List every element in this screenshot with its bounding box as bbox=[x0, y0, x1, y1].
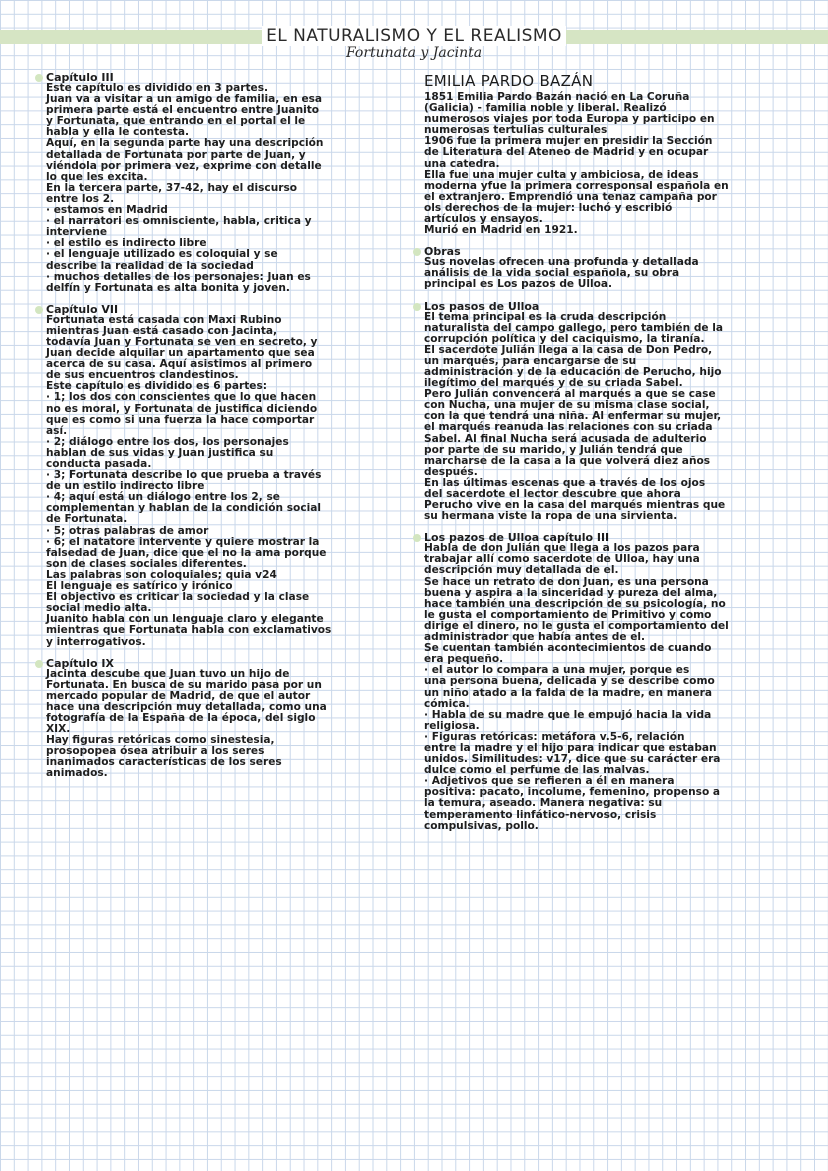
text-line: viéndola por primera vez, exprime con detalle bbox=[46, 159, 322, 172]
topic-3-heading: Los pazos de Ulloa capítulo III bbox=[424, 532, 802, 543]
chapter-2-section bbox=[46, 304, 398, 648]
text-line: ilegítimo del marqués y de su criada Sabel. bbox=[424, 377, 683, 390]
text-line: Este capítulo es dividido en 3 partes. bbox=[46, 82, 269, 94]
text-line: entre los 2. bbox=[46, 192, 115, 205]
text-line: · 1; los dos con conscientes que lo que hacen bbox=[46, 391, 317, 404]
right-sections bbox=[424, 246, 802, 832]
text-line: social medio alta. bbox=[46, 602, 152, 615]
text-line: corrupción política y del caciquismo, la tiranía. bbox=[424, 332, 705, 345]
text-line: con Nucha, una mujer de su misma clase social, bbox=[424, 399, 710, 412]
text-line: hace también una descripción de su psicología, no bbox=[424, 597, 726, 610]
text-line: Las palabras son coloquiales; quia v24 bbox=[46, 568, 277, 581]
text-line: mientras que Fortunata habla con exclamativos bbox=[46, 624, 332, 637]
text-line: por parte de su marido, y Julián tendrá que bbox=[424, 443, 683, 456]
text-line: · el narratori es omnisciente, habla, critica y bbox=[46, 215, 312, 228]
text-line: Fortunata. En busca de su marido pasa por un bbox=[46, 678, 322, 691]
text-line: · Figuras retóricas: metáfora v.5-6, relación bbox=[424, 730, 685, 743]
text-line: positiva: pacato, incolume, femenino, propenso a bbox=[424, 786, 721, 799]
topic-1-heading: Obras bbox=[424, 246, 802, 257]
text-line: Aquí, en la segunda parte hay una descripción bbox=[46, 137, 324, 150]
text-line: un marqués, para encargarse de su bbox=[424, 354, 637, 367]
text-line: conducta pasada. bbox=[46, 458, 152, 470]
text-line: En la tercera parte, 37-42, hay el discurso bbox=[46, 181, 298, 194]
text-line: cómica. bbox=[424, 697, 470, 710]
text-line: y interrogativos. bbox=[46, 635, 146, 648]
author-section bbox=[424, 72, 802, 236]
right-column bbox=[424, 72, 802, 842]
page-title-text: EL NATURALISMO Y EL REALISMO bbox=[262, 26, 566, 46]
text-line: un niño atado a la falda de la madre, en manera bbox=[424, 686, 712, 699]
text-line: delfín y Fortunata es alta bonita y joven. bbox=[46, 281, 290, 294]
text-line: Juan va a visitar a un amigo de familia, en esa bbox=[46, 93, 323, 106]
author-heading: EMILIA PARDO BAZÁN bbox=[424, 72, 594, 90]
text-line: moderna yfue la primera corresponsal española en bbox=[424, 179, 729, 192]
text-line: acerca de su casa. Aquí asistimos al primero bbox=[46, 358, 313, 371]
text-line: Juan decide alquilar un apartamento que sea bbox=[46, 347, 315, 360]
text-line: numerosas tertulias culturales bbox=[424, 124, 608, 137]
text-line: son de clases sociales diferentes. bbox=[46, 557, 247, 570]
text-line: y Fortunata, que entrando en el portal el le bbox=[46, 115, 306, 128]
text-line: Sabel. Al final Nucha será acusada de adulterio bbox=[424, 432, 707, 445]
text-line: con la que tendrá una niña. Al enfermar su mujer, bbox=[424, 410, 722, 423]
text-line: Hay figuras retóricas como sinestesia, bbox=[46, 734, 275, 747]
text-line: · 2; diálogo entre los dos, los personajes bbox=[46, 435, 289, 448]
text-line: de sus encuentros clandestinos. bbox=[46, 369, 239, 382]
text-line: complementan y hablan de la condición social bbox=[46, 502, 322, 515]
text-line: temperamento linfático-nervoso, crisis bbox=[424, 808, 657, 821]
page-subtitle: Fortunata y Jacinta bbox=[345, 45, 483, 61]
text-line: · muchos detalles de los personajes: Juan es bbox=[46, 270, 311, 283]
text-line: su hermana viste la ropa de una sirvienta. bbox=[424, 510, 678, 523]
text-line: el extranjero. Emprendió una tenaz campaña por bbox=[424, 190, 717, 203]
text-line: una catedra. bbox=[424, 157, 500, 170]
text-line: de Literatura del Ateneo de Madrid y en ocupar bbox=[424, 146, 709, 159]
text-line: habla y ella le contesta. bbox=[46, 126, 190, 139]
text-line: lo que les excita. bbox=[46, 170, 148, 183]
text-line: Sus novelas ofrecen una profunda y detallada bbox=[424, 256, 699, 269]
text-line: · el estilo es indirecto libre bbox=[46, 237, 207, 250]
text-line: XIX. bbox=[46, 723, 71, 736]
text-line: análisis de la vida social española, su obra bbox=[424, 267, 680, 280]
text-line: marcharse de la casa a la que volverá diez años bbox=[424, 454, 711, 467]
text-line: mercado popular de Madrid, de que el autor bbox=[46, 689, 311, 702]
text-line: Fortunata está casada con Maxi Rubino bbox=[46, 313, 282, 326]
topic-2-heading: Los pasos de Ulloa bbox=[424, 301, 802, 312]
text-line: entre la madre y el hijo para indicar que estaban bbox=[424, 741, 717, 754]
text-line: interviene bbox=[46, 226, 108, 239]
text-line: numerosos viajes por toda Europa y participo en bbox=[424, 113, 715, 126]
text-line: compulsivas, pollo. bbox=[424, 819, 539, 832]
text-line: buena y aspira a la sinceridad y pureza del alma, bbox=[424, 586, 718, 599]
text-line: de Fortunata. bbox=[46, 513, 128, 526]
text-line: Jacinta descube que Juan tuvo un hijo de bbox=[46, 667, 290, 680]
text-line: dirige el dinero, no le gusta el comportamiento del bbox=[424, 619, 729, 632]
chapter-1-section bbox=[46, 72, 398, 294]
text-line: · 6; el natatore intervente y quiere mostrar la bbox=[46, 535, 320, 548]
text-line: trabajar allí como sacerdote de Ulloa, hay una bbox=[424, 553, 700, 566]
topic-3-section bbox=[424, 532, 802, 831]
text-line: naturalista del campo gallego, pero también de la bbox=[424, 321, 724, 334]
text-line: unidos. Similitudes: v17, dice que su carácter era bbox=[424, 753, 721, 766]
text-line: 1906 fue la primera mujer en presidir la Sección bbox=[424, 135, 713, 148]
text-line: · Adjetivos que se refieren a él en manera bbox=[424, 775, 675, 788]
text-line: hablan de sus vidas y Juan justifica su bbox=[46, 446, 274, 459]
chapter-3-section bbox=[46, 658, 398, 780]
text-line: era pequeño. bbox=[424, 653, 504, 666]
text-line: El sacerdote Julián llega a la casa de Don Pedro, bbox=[424, 343, 713, 356]
text-line: primera parte está el encuentro entre Juanito bbox=[46, 104, 320, 117]
left-column bbox=[46, 72, 398, 790]
text-line: falsedad de Juan, dice que el no la ama porque bbox=[46, 546, 327, 559]
topic-1-section bbox=[424, 246, 802, 290]
text-line: · el lenguaje utilizado es coloquial y se bbox=[46, 248, 278, 261]
text-line: · el autor lo compara a una mujer, porque es bbox=[424, 664, 690, 677]
text-line: después. bbox=[424, 465, 478, 478]
text-line: una persona buena, delicada y se describe como bbox=[424, 675, 715, 688]
text-line: · 3; Fortunata describe lo que prueba a través bbox=[46, 469, 322, 482]
text-line: no es moral, y Fortunata de justifica diciendo bbox=[46, 402, 318, 415]
text-line: Habla de don Julián que llega a los pazos para bbox=[424, 542, 700, 555]
text-line: detallada de Fortunata por parte de Juan, y bbox=[46, 148, 306, 161]
text-line: · 4; aquí está un diálogo entre los 2, se bbox=[46, 491, 280, 504]
text-line: (Galicia) - familia noble y liberal. Realizó bbox=[424, 102, 667, 115]
text-line: principal es Los pazos de Ulloa. bbox=[424, 278, 613, 291]
text-line: religiosa. bbox=[424, 719, 480, 732]
text-line: Ella fue una mujer culta y ambiciosa, de ideas bbox=[424, 168, 699, 181]
topic-2-section bbox=[424, 301, 802, 523]
text-line: 1851 Emilia Pardo Bazán nació en La Coruña bbox=[424, 91, 690, 103]
text-line: Pero Julián convencerá al marqués a que se case bbox=[424, 388, 716, 401]
text-line: · 5; otras palabras de amor bbox=[46, 524, 209, 537]
text-line: · Habla de su madre que le empujó hacia la vida bbox=[424, 708, 712, 721]
text-line: artículos y ensayos. bbox=[424, 213, 543, 226]
text-line: Se cuentan también acontecimientos de cuando bbox=[424, 642, 712, 655]
text-line: de un estilo indirecto libre bbox=[46, 480, 205, 493]
text-line: administración y de la educación de Perucho, hijo bbox=[424, 365, 722, 378]
text-line: El lenguaje es satírico y irónico bbox=[46, 580, 233, 593]
text-line: todavía Juan y Fortunata se ven en secreto, y bbox=[46, 335, 318, 348]
chapter-1-heading: Capítulo III bbox=[46, 72, 398, 83]
text-line: inanimados características de los seres bbox=[46, 756, 282, 769]
text-line: El objectivo es criticar la sociedad y la clase bbox=[46, 591, 310, 604]
text-line: administrador que había antes de el. bbox=[424, 631, 646, 644]
text-line: del sacerdote el lector descubre que ahora bbox=[424, 488, 681, 500]
page-title bbox=[0, 26, 828, 46]
text-line: Juanito habla con un lenguaje claro y elegante bbox=[46, 613, 324, 626]
text-line: dulce como el perfume de las malvas. bbox=[424, 764, 650, 777]
text-line: hace una descripción muy detallada, como una bbox=[46, 700, 327, 713]
text-line: descripción muy detallada de el. bbox=[424, 564, 619, 577]
author-body bbox=[424, 92, 802, 236]
chapter-2-heading: Capítulo VII bbox=[46, 304, 398, 315]
text-line: El tema principal es la cruda descripción bbox=[424, 310, 667, 323]
text-line: describe la realidad de la sociedad bbox=[46, 259, 254, 272]
text-line: Perucho vive en la casa del marqués mientras que bbox=[424, 499, 726, 512]
text-line: que es como si una fuerza la hace comportar bbox=[46, 413, 315, 426]
text-line: el marqués reanuda las relaciones con su criada bbox=[424, 421, 713, 434]
text-line: animados. bbox=[46, 767, 108, 780]
text-line: así. bbox=[46, 424, 68, 437]
text-line: prosopopea ósea atribuir a los seres bbox=[46, 745, 265, 758]
text-line: mientras Juan está casado con Jacinta, bbox=[46, 324, 278, 337]
text-line: le gusta el comportamiento de Primitivo y como bbox=[424, 608, 712, 621]
text-line: · estamos en Madrid bbox=[46, 204, 168, 217]
text-line: Murió en Madrid en 1921. bbox=[424, 224, 578, 237]
text-line: ols derechos de la mujer: luchó y escribió bbox=[424, 201, 673, 214]
chapter-3-heading: Capítulo IX bbox=[46, 658, 398, 669]
text-line: la temura, aseado. Manera negativa: su bbox=[424, 797, 663, 810]
text-line: En las últimas escenas que a través de los ojos bbox=[424, 476, 706, 489]
text-line: fotografía de la España de la época, del siglo bbox=[46, 711, 316, 724]
text-line: Este capítulo es dividido es 6 partes: bbox=[46, 380, 268, 393]
text-line: Se hace un retrato de don Juan, es una persona bbox=[424, 575, 709, 588]
